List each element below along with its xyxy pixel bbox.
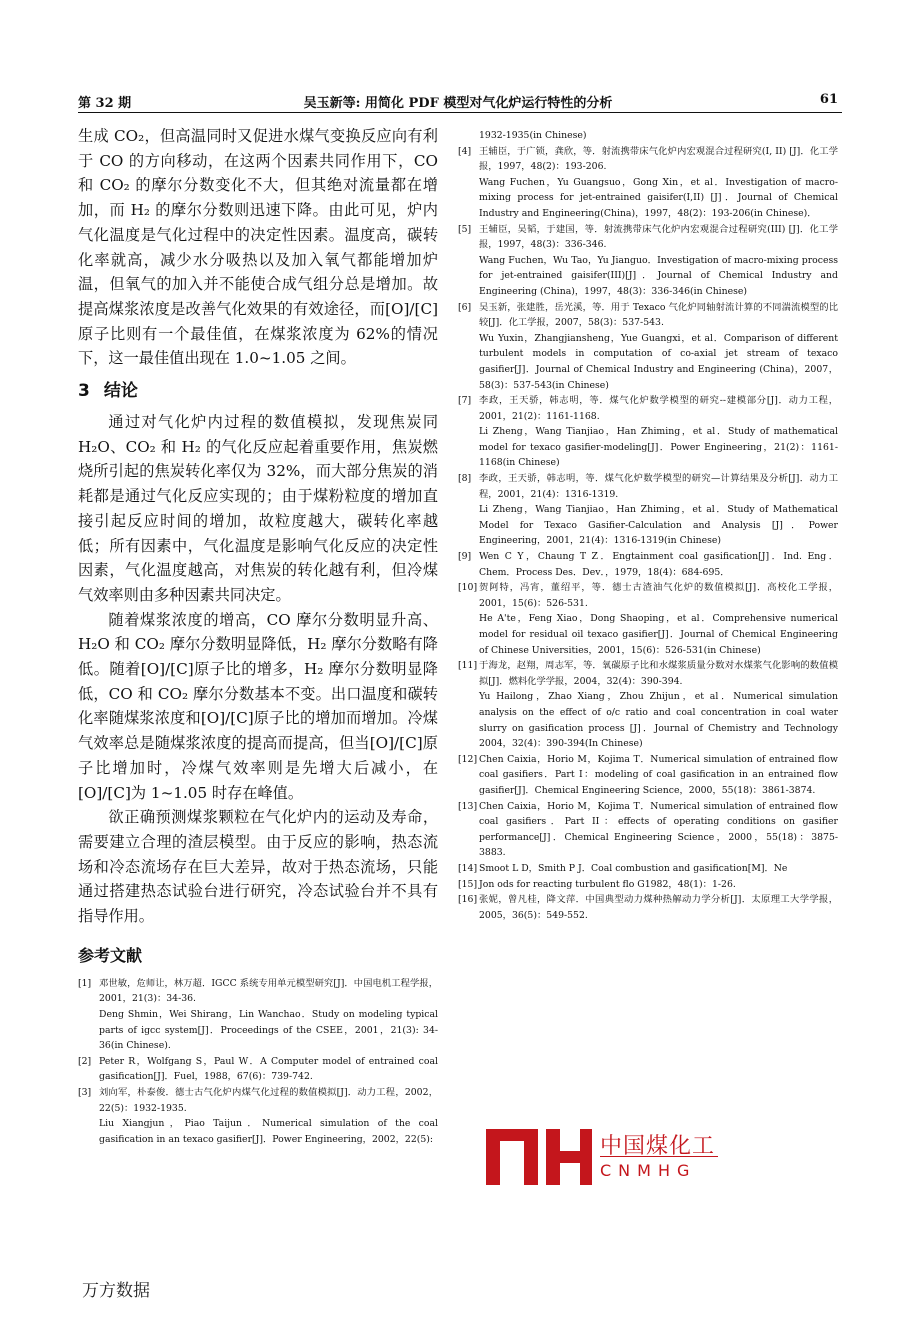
reference-item [458,799,838,861]
left-column [78,124,438,1147]
reference-en: Yu Hailong，Zhao Xiang，Zhou Zhijun，et al．Numerical simulation analysis on the effect of o/c ratio and coal concentration in coal water slurry on gasification process [J]．Journal of Chemistry and Technology 2004，32(4)：390-394(In Chinese) [479,691,838,750]
reference-number: [14] [458,862,478,874]
reference-number: [3] [78,1086,92,1098]
reference-en: Wu Yuxin，Zhangjiansheng，Yue Guangxi，et al．Comparison of different turbulent models in computation of co-axial jet stream of texaco gasifier[J]．Journal of Chemical Industry and Engineering (China)，2007，58(3)：537-543(in Chinese) [479,332,838,391]
section-title: 结论 [103,381,138,402]
paragraph-2: 通过对气化炉内过程的数值模拟，发现焦炭同 H₂O、CO₂ 和 H₂ 的气化反应起着重要作用，焦炭燃烧所引起的焦炭转化率仅为 32%，而大部分焦炭的消耗都是通过气化反应实现的；由于煤粉粒度的增加直接引起反应时间的增加，故粒度越大，碳转化率越低；所有因素中，气化温度是影响气化反应的决定性因素，气化温度越高，对焦炭的转化越有利，但冷煤气效率则由多种因素共同决定。 [78,413,438,604]
reference-zh: 吴玉新，张建胜，岳光溪，等．用于 Texaco 气化炉同轴射流计算的不同湍流模型的比较[J]．化工学报，2007，58(3)：537-543. [479,301,838,329]
reference-item [458,300,838,394]
reference-en: Liu Xiangjun，Piao Taijun．Numerical simulation of the coal gasification in an texaco gasifier[J]．Power Engineering，2002，22(5): [99,1118,438,1145]
reference-number: [7] [458,395,472,407]
paragraph-4: 欲正确预测煤浆颗粒在气化炉内的运动及寿命，需要建立合理的渣层模型。由于反应的影响，热态流场和冷态流场存在巨大差异，故对于热态流场，只能通过搭建热态试验台进行研究，冷态试验台并不具有指导作用。 [78,808,438,926]
reference-number: [6] [458,301,472,313]
page-header [78,92,838,110]
reference-item [458,128,838,144]
watermark-text-cn: 中国煤化工 [600,1134,716,1159]
watermark-logo [484,1125,724,1187]
reference-number: [16] [458,894,478,906]
reference-item [458,471,838,549]
reference-en: Wang Fuchen，Wu Tao，Yu Jianguo．Investigation of macro-mixing process for jet-entrained gaisifer(III)[J]．Journal of Chemical Industry and Engineering (China)，1997，48(3)：336-346(in Chinese) [479,254,838,297]
reference-number: [5] [458,223,472,235]
reference-zh: 贺阿特，冯宵，董绍平，等．德士古渣油气化炉的数值模拟[J]．高校化工学报，2001，15(6)：526-531. [479,582,838,609]
reference-number: [15] [458,878,478,890]
reference-zh: 王辅臣，吴韬，于建国，等．射流携带床气化炉内宏观混合过程研究(III) [J]．化工学报，1997，48(3)：336-346. [479,223,838,251]
reference-zh: 李政，王天骄，韩志明，等．煤气化炉数学模型的研究—计算结果及分析[J]．动力工程，2001，21(4)：1316-1319. [479,473,838,500]
reference-en: Smoot L D，Smith P J．Coal combustion and gasification[M]．Ne [479,862,788,874]
reference-item [78,1054,438,1085]
footer-source: 万方数据 [82,1281,150,1301]
section-number: 3 [78,381,90,402]
reference-number: [12] [458,753,478,765]
reference-en: 1932-1935(in Chinese) [479,130,587,141]
page-number: 61 [819,92,838,107]
reference-item [458,144,838,222]
reference-zh: 张妮，曾凡桂，降文萍．中国典型动力煤种热解动力学分析[J]．太原理工大学学报，2005，36(5)：549-552. [479,894,838,921]
watermark-text-en: CNMHG [600,1161,697,1180]
reference-en: Peter R，Wolfgang S，Paul W．A Computer model of entrained coal gasification[J]．Fuel，1988，67(6)：739-742. [99,1055,438,1083]
reference-item [458,892,838,923]
logo-mark-icon [484,1125,594,1187]
section-heading [78,378,438,404]
reference-number: [13] [458,800,478,812]
reference-item [458,222,838,300]
reference-item [78,1085,438,1147]
reference-zh: 刘向军，朴泰俊．德士古气化炉内煤气化过程的数值模拟[J]．动力工程，2002，22(5)：1932-1935. [99,1086,438,1114]
reference-number: [4] [458,145,472,157]
reference-list-left [78,976,438,1148]
reference-number: [11] [458,660,478,672]
reference-en: Chen Caixia，Horio M，Kojima T．Numerical simulation of entrained flow coal gasifiers．Part II：effects of operating conditions on gasifier performance[J]．Chemical Engineering Science，2000，55(18)：3875-3883. [479,800,839,859]
reference-number: [10] [458,582,478,594]
reference-number: [9] [458,551,472,563]
reference-zh: 王辅臣，于广锁，龚欣，等．射流携带床气化炉内宏观混合过程研究(I, II) [J]．化工学报，1997，48(2)：193-206. [479,145,838,173]
reference-item [458,877,838,893]
reference-item [458,580,838,658]
reference-zh: 李政，王天骄，韩志明，等．煤气化炉数学模型的研究--建模部分[J]．动力工程，2001，21(2)：1161-1168. [479,395,838,422]
reference-item [458,393,838,471]
reference-zh: 于海龙，赵翔，周志军，等．氧碳原子比和水煤浆质量分数对水煤浆气化影响的数值模拟[J]．燃料化学学报，2004，32(4)：390-394. [479,660,838,687]
watermark-divider [600,1156,718,1157]
reference-en: Jon ods for reacting turbulent flo G1982，48(1)：1-26. [479,878,736,890]
reference-en: Deng Shmin，Wei Shirang，Lin Wanchao．Study on modeling typical parts of igcc system[J]．Proceedings of the CSEE，2001，21(3): 34-36(in Chinese). [99,1008,438,1052]
reference-en: Li Zheng，Wang Tianjiao，Han Zhiming，et al．Study of mathematical model for texaco gasifier-modeling[J]．Power Engineering，21(2)：1161-1168(in Chinese) [479,426,838,469]
reference-number: [8] [458,473,472,485]
reference-item [78,976,438,1054]
reference-zh: 邓世敏，危师让，林万超．IGCC 系统专用单元模型研究[J]．中国电机工程学报，2001，21(3)：34-36. [99,977,438,1005]
header-rule [78,112,842,113]
reference-number: [2] [78,1055,92,1067]
reference-list-right [458,128,838,923]
references-heading: 参考文献 [78,945,143,965]
reference-item [458,658,838,752]
issue-number: 第 32 期 [78,96,132,111]
reference-en: Li Zheng，Wang Tianjiao，Han Zhiming，et al．Study of Mathematical Model for Texaco Gasifier-Calculation and Analysis [J]．Power Engineering，2001，21(4)：1316-1319(in Chinese) [479,504,838,547]
paragraph-1: 生成 CO₂，但高温同时又促进水煤气变换反应向有利于 CO 的方向移动，在这两个因素共同作用下，CO 和 CO₂ 的摩尔分数变化不大，但其绝对流量都在增加，而 H₂ 的摩尔分数则迅速下降。由此可见，炉内气化温度是气化过程中的决定性因素。温度高，碳转化率就高，减少水分吸热以及加入氧气都能增加炉温，但氧气的加入并不能使合成气组分总是增加。故提高煤浆浓度是改善气化效果的有效途径，而[O]/[C]原子比则有一个最佳值，在煤浆浓度为 62%的情况下，这一最佳值出现在 1.0~1.05 之间。 [78,127,438,368]
reference-item [458,861,838,877]
reference-item [458,752,838,799]
reference-en: Wang Fuchen，Yu Guangsuo，Gong Xin，et al．Investigation of macro-mixing process for jet-entrained gaisifer(I,II) [J]．Journal of Chemical Industry and Engineering(China)，1997，48(2)：193-206(in Chinese)． [479,176,838,219]
paragraph-3: 随着煤浆浓度的增高，CO 摩尔分数明显升高、H₂O 和 CO₂ 摩尔分数明显降低，H₂ 摩尔分数略有降低。随着[O]/[C]原子比的增多，H₂ 摩尔分数明显降低，CO 和 CO₂ 摩尔分数基本不变。出口温度和碳转化率随煤浆浓度和[O]/[C]原子比的增加而增加。冷煤气效率总是随煤浆浓度的提高而提高，但当[O]/[C]原子比增加时，冷煤气效率则是先增大后减小，在 [O]/[C]为 1~1.05 时存在峰值。 [78,610,438,802]
reference-number: [1] [78,977,92,989]
reference-en: Wen C Y，Chaung T Z．Engtainment coal gasification[J]．Ind. Eng．Chem．Process Des．Dev．，1979，18(4)：684-695． [479,551,838,578]
right-column [458,128,838,923]
reference-en: Chen Caixia，Horio M，Kojima T．Numerical simulation of entrained flow coal gasifiers．Part I：modeling of coal gasification in an entrained flow gasifier[J]．Chemical Engineering Science，2000，55(18)：3861-3874. [479,753,838,796]
running-title: 吴玉新等: 用简化 PDF 模型对气化炉运行特性的分析 [303,96,613,111]
reference-en: He A'te，Feng Xiao，Dong Shaoping，et al．Comprehensive numerical model for residual oil texaco gasifier[J]．Journal of Chemical Engineering of Chinese Universities，2001，15(6)：526-531(in Chinese) [479,613,838,656]
reference-item [458,549,838,580]
